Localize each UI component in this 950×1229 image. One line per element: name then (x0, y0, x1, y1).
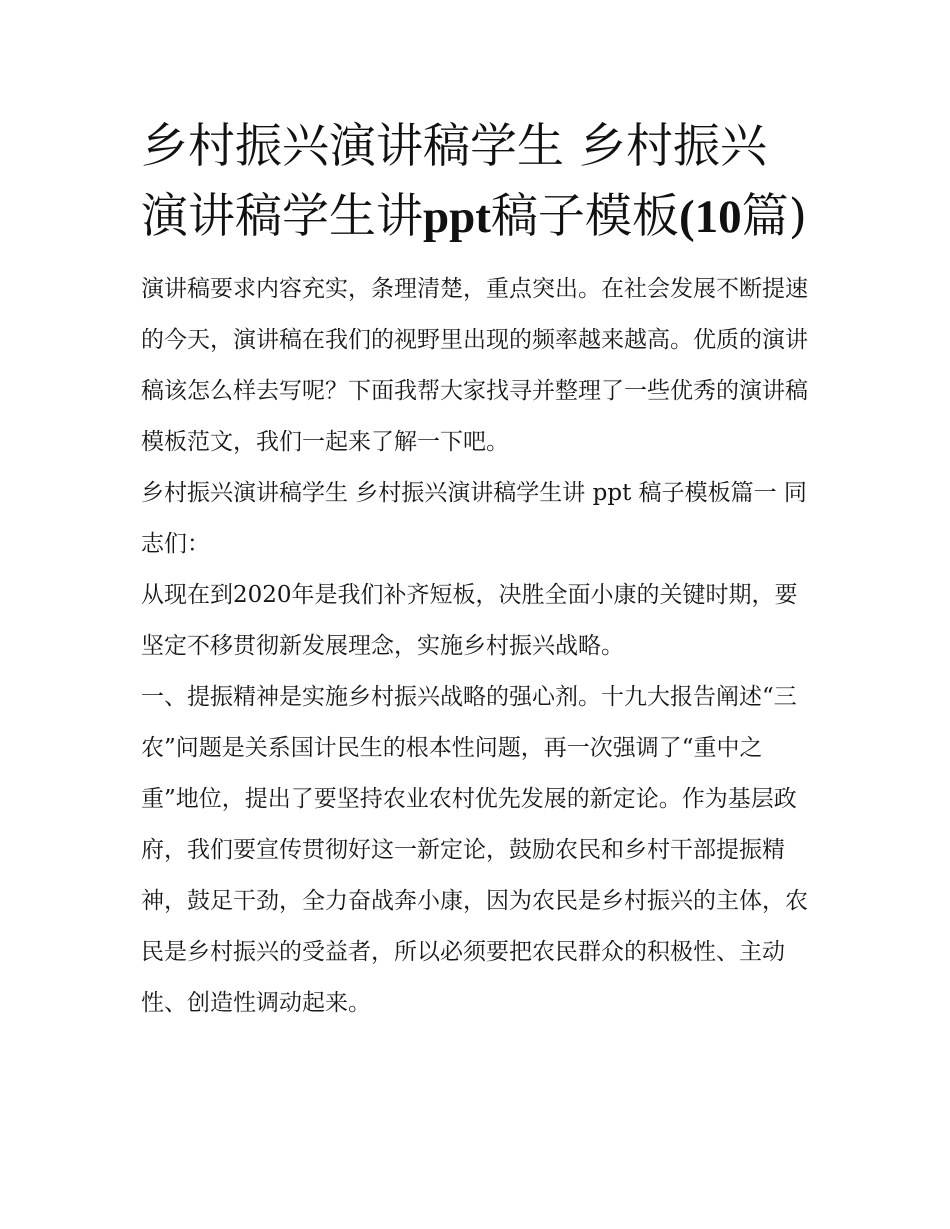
title-text-a: 乡村振兴演讲稿学生 乡村振兴演讲稿学生讲 (141, 119, 767, 244)
title-text-b: ppt (423, 191, 491, 243)
intro-paragraph: 演讲稿要求内容充实，条理清楚，重点突出。在社会发展不断提速的今天，演讲稿在我们的视野里出现的频率越来越高。优质的演讲稿该怎么样去写呢？下面我帮大家找寻并整理了一些优秀的演讲稿模板范文，我们一起来了解一下吧。 (141, 276, 808, 455)
document-content (141, 112, 813, 1029)
title-text-d: (10 (678, 191, 742, 243)
document-title (141, 112, 813, 252)
title-text-e: 篇) (741, 189, 807, 244)
title-text-c: 稿子模板 (490, 189, 679, 244)
body-paragraph-1: 从现在到2020年是我们补齐短板，决胜全面小康的关键时期，要坚定不移贯彻新发展理念，实施乡村振兴战略。 (141, 582, 798, 659)
section-heading-paragraph: 乡村振兴演讲稿学生 乡村振兴演讲稿学生讲 ppt 稿子模板篇一 同志们： (141, 480, 807, 557)
body-paragraph-2: 一、提振精神是实施乡村振兴战略的强心剂。十九大报告阐述“三农”问题是关系国计民生的根本性问题，再一次强调了“重中之重”地位，提出了要坚持农业农村优先发展的新定论。作为基层政府，我们要宣传贯彻好这一新定论，鼓励农民和乡村干部提振精神，鼓足干劲，全力奋战奔小康，因为农民是乡村振兴的主体，农民是乡村振兴的受益者，所以必须要把农民群众的积极性、主动性、创造性调动起来。 (141, 684, 808, 1016)
